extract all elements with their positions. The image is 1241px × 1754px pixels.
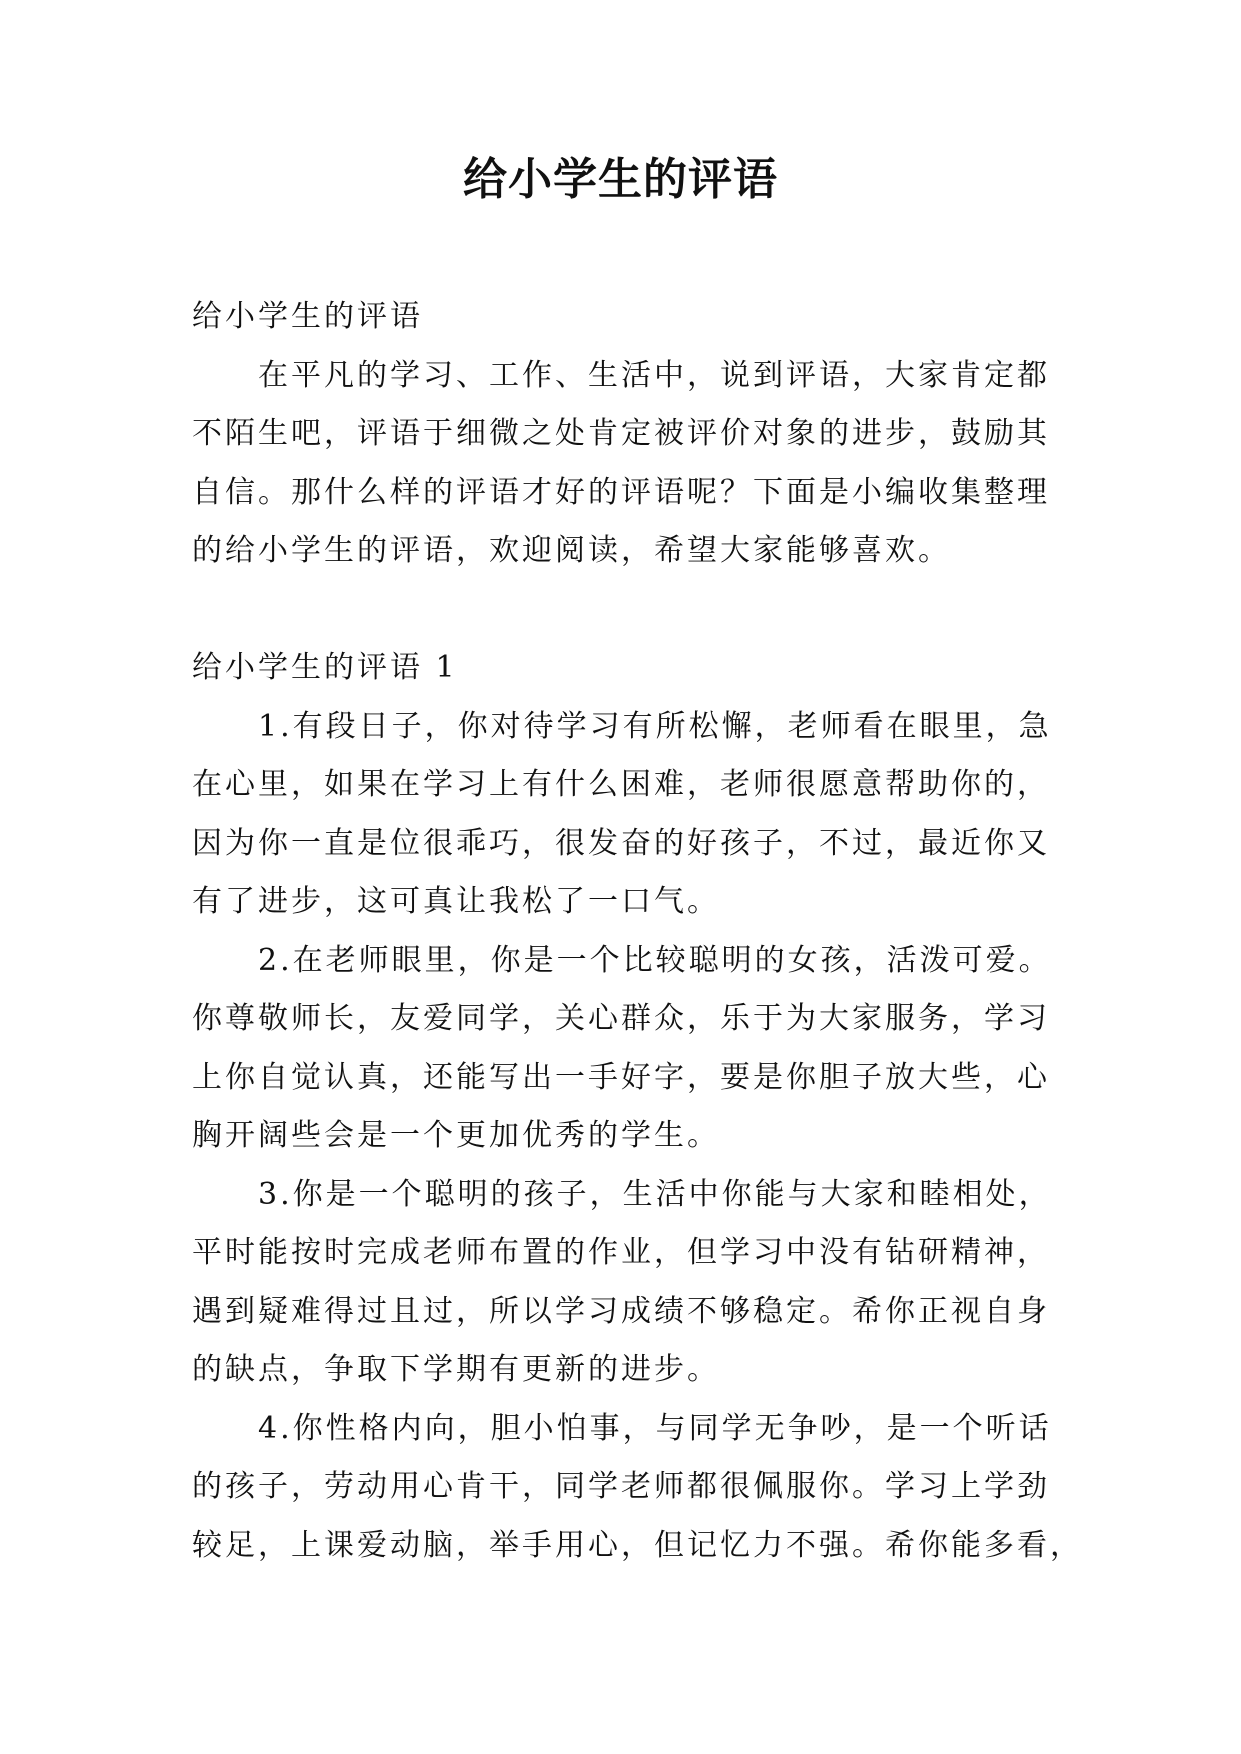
item-2-line: 2.在老师眼里，你是一个比较聪明的女孩，活泼可爱。 xyxy=(258,942,1052,978)
item-2-line: 胸开阔些会是一个更加优秀的学生。 xyxy=(192,1118,720,1153)
item-3-line: 平时能按时完成老师布置的作业，但学习中没有钻研精神， xyxy=(192,1235,1050,1270)
item-3-line: 的缺点，争取下学期有更新的进步。 xyxy=(192,1352,720,1387)
section-heading: 给小学生的评语 1 xyxy=(192,650,458,685)
paragraph-spacer xyxy=(192,581,1062,640)
item-1-line: 因为你一直是位很乖巧，很发奋的好孩子，不过，最近你又 xyxy=(192,825,1050,861)
intro-line: 的给小学生的评语，欢迎阅读，希望大家能够喜欢。 xyxy=(192,533,951,568)
document-title: 给小学生的评语 xyxy=(463,154,778,205)
document-body xyxy=(192,288,1083,1575)
item-1-line: 有了进步，这可真让我松了一口气。 xyxy=(192,884,720,919)
item-3-line: 3.你是一个聪明的孩子，生活中你能与大家和睦相处， xyxy=(258,1176,1052,1212)
intro-line: 自信。那什么样的评语才好的评语呢？下面是小编收集整理 xyxy=(192,474,1050,510)
subtitle: 给小学生的评语 xyxy=(192,299,423,334)
item-2-line: 你尊敬师长，友爱同学，关心群众，乐于为大家服务，学习 xyxy=(192,1001,1050,1036)
item-4-line: 4.你性格内向，胆小怕事，与同学无争吵，是一个听话 xyxy=(258,1410,1052,1446)
item-1-line: 在心里，如果在学习上有什么困难，老师很愿意帮助你的， xyxy=(192,767,1050,802)
item-4-line: 的孩子，劳动用心肯干，同学老师都很佩服你。学习上学劲 xyxy=(192,1469,1050,1504)
item-1-line: 1.有段日子，你对待学习有所松懈，老师看在眼里，急 xyxy=(258,708,1052,744)
item-2-line: 上你自觉认真，还能写出一手好字，要是你胆子放大些，心 xyxy=(192,1059,1050,1095)
intro-line: 不陌生吧，评语于细微之处肯定被评价对象的进步，鼓励其 xyxy=(192,416,1050,451)
item-4-line: 较足，上课爱动脑，举手用心，但记忆力不强。希你能多看， xyxy=(192,1527,1083,1563)
intro-line: 在平凡的学习、工作、生活中，说到评语，大家肯定都 xyxy=(258,357,1050,393)
item-3-line: 遇到疑难得过且过，所以学习成绩不够稳定。希你正视自身 xyxy=(192,1293,1050,1329)
